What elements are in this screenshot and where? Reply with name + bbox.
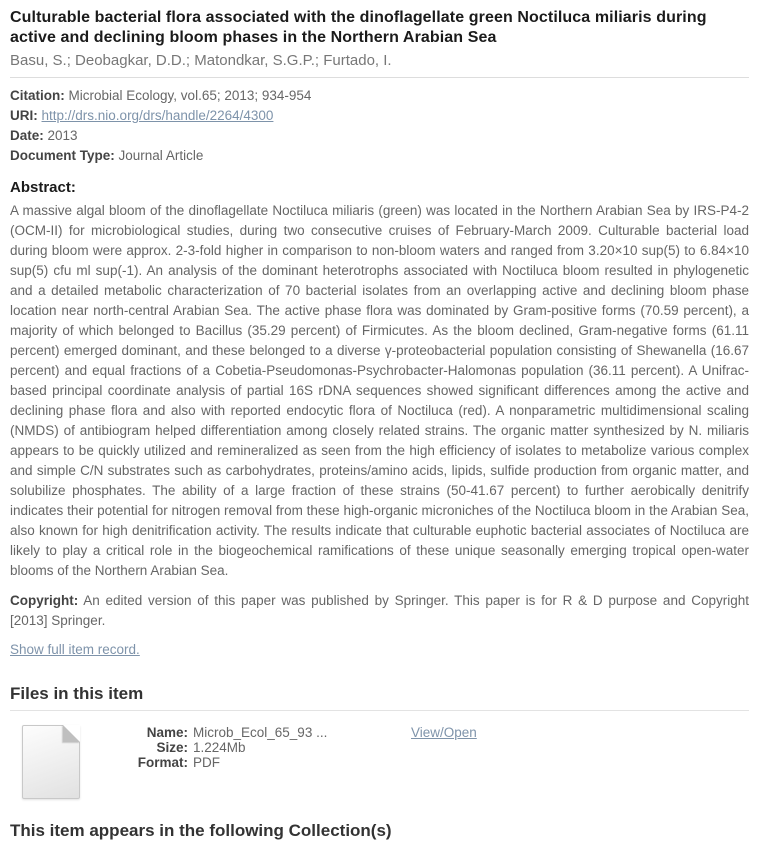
page-title: Culturable bacterial flora associated with the dinoflagellate green Noctiluca miliaris during active and declining bloom phases in the Northern Arabian Sea xyxy=(10,9,707,46)
file-action xyxy=(411,725,477,740)
abstract-heading: Abstract: xyxy=(10,179,76,196)
citation-row xyxy=(10,86,749,106)
file-metadata xyxy=(136,725,356,770)
show-full-record-link[interactable]: Show full item record. xyxy=(10,642,140,657)
header-divider xyxy=(10,77,749,78)
uri-label: URI: xyxy=(10,108,38,123)
metadata-block xyxy=(10,86,749,166)
view-open-link[interactable]: View/Open xyxy=(411,725,477,740)
authors-line: Basu, S.; Deobagkar, D.D.; Matondkar, S.G.P.; Furtado, I. xyxy=(10,52,392,69)
file-format-label: Format: xyxy=(137,755,188,770)
date-value: 2013 xyxy=(47,128,78,143)
files-section-heading: Files in this item xyxy=(10,684,749,711)
copyright-paragraph xyxy=(10,591,749,631)
abstract-text: A massive algal bloom of the dinoflagellate Noctiluca miliaris (green) was located in the Northern Arabian Sea by IRS-P4-2 (OCM-II) for microbiological studies, during two consecutive cruises of February-March 2009. Culturable bacterial load during bloom were approx. 2-3-fold higher in comparison to non-bloom waters and ranged from 3.20×10 sup(5) to 6.84×10 sup(5) cfu ml sup(-1). An analysis of the dominant heterotrophs associated with Noctiluca bloom resulted in phylogenetic and a detailed metabolic characterization of 70 bacterial isolates from an overlapping active and declining bloom phase location near north-central Arabian Sea. The active phase flora was dominated by Gram-positive forms (70.59 percent), a majority of which belonged to Bacillus (35.29 percent) of Firmicutes. As the bloom declined, Gram-negative forms (61.11 percent) emerged dominant, and these belonged to a diverse γ-proteobacterial population consisting of Shewanella (16.67 percent) and equal fractions of a Cobetia-Pseudomonas-Psychrobacter-Halomonas population (36.11 percent). A Unifrac-based principal coordinate analysis of partial 16S rDNA sequences showed significant differences among the active and declining phase flora and also with reported endocytic flora of Noctiluca (red). A nonparametric multidimensional scaling (NMDS) of antibiogram helped differentiation among closely related strains. The organic matter synthesized by N. miliaris appears to be quickly utilized and remineralized as seen from the high efficiency of isolates to metabolize various complex and simple C/N substrates such as carbohydrates, proteins/amino acids, lipids, sulfide production from organic matter, and solubilize phosphates. The ability of a large fraction of these strains (50-41.67 percent) to further aerobically denitrify indicates their potential for nitrogen removal from these high-organic microniches of the Noctiluca bloom in the Arabian Sea, also known for high denitrification activity. The results indicate that culturable euphotic bacterial associates of Noctiluca are likely to play a critical role in the biogeochemical ramifications of these unique seasonally emerging tropical open-water blooms of the Northern Arabian Sea. xyxy=(10,203,749,578)
file-name-label: Name: xyxy=(146,725,188,740)
date-label: Date: xyxy=(10,128,44,143)
file-size-value: 1.224Mb xyxy=(193,740,246,755)
file-name-value: Microb_Ecol_65_93 ... xyxy=(193,725,328,740)
file-row xyxy=(10,725,749,799)
document-file-icon[interactable] xyxy=(22,725,80,799)
copyright-label: Copyright: xyxy=(10,593,79,608)
document-type-value: Journal Article xyxy=(118,148,204,163)
date-row xyxy=(10,126,749,146)
document-type-row xyxy=(10,146,749,166)
uri-row xyxy=(10,106,749,126)
file-format-value: PDF xyxy=(193,755,220,770)
copyright-text: An edited version of this paper was published by Springer. This paper is for R & D purpose and Copyright [2013] Springer. xyxy=(10,593,749,628)
document-type-label: Document Type: xyxy=(10,148,115,163)
file-size-label: Size: xyxy=(156,740,188,755)
uri-link[interactable]: http://drs.nio.org/drs/handle/2264/4300 xyxy=(41,108,274,123)
collections-section-heading: This item appears in the following Collection(s) xyxy=(10,821,392,840)
show-full-record-row xyxy=(10,640,749,660)
citation-value: Microbial Ecology, vol.65; 2013; 934-954 xyxy=(68,88,312,103)
citation-label: Citation: xyxy=(10,88,65,103)
